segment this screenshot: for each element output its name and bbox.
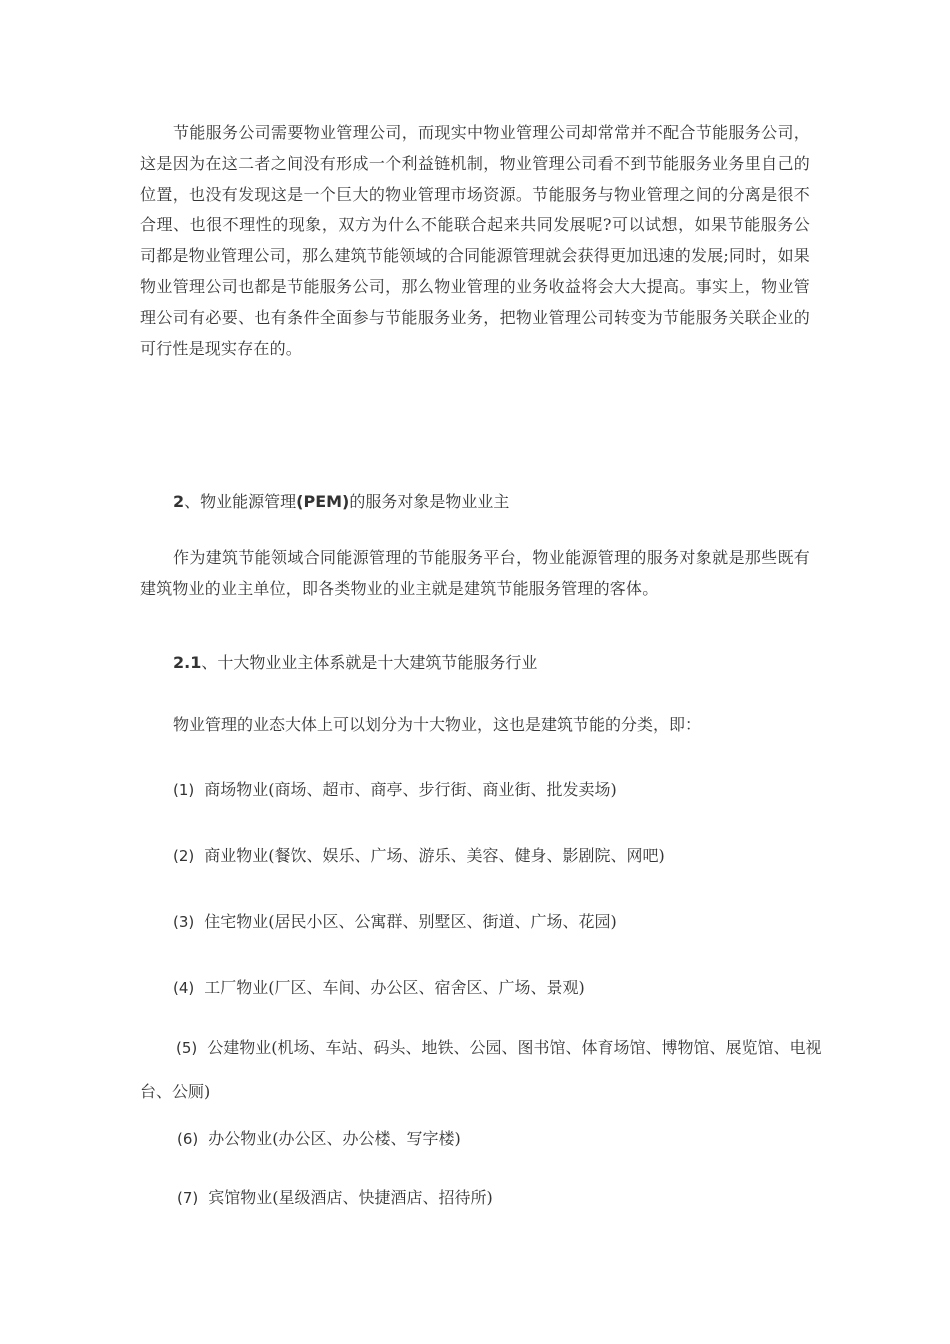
list-item-text: 工厂物业(厂区、车间、办公区、宿舍区、广场、景观) [204, 978, 585, 997]
list-item-number: (3) [173, 913, 195, 931]
list-item-number: (5) [176, 1039, 198, 1057]
list-item [177, 1128, 461, 1150]
paragraph-intro: 节能服务公司需要物业管理公司，而现实中物业管理公司却常常并不配合节能服务公司，这是因为在这二者之间没有形成一个利益链机制，物业管理公司看不到节能服务业务里自己的位置，也没有发现这是一个巨大的物业管理市场资源。节能服务与物业管理之间的分离是很不合理、也很不理性的现象，双方为什么不能联合起来共同发展呢?可以试想，如果节能服务公司都是物业管理公司，那么建筑节能领域的合同能源管理就会获得更加迅速的发展;同时，如果物业管理公司也都是节能服务公司，那么物业管理的业务收益将会大大提高。事实上，物业管理公司有必要、也有条件全面参与节能服务业务，把物业管理公司转变为节能服务关联企业的可行性是现实存在的。 [140, 123, 810, 358]
section-2-1-heading [173, 652, 537, 674]
list-item [140, 1026, 840, 1113]
list-item [173, 779, 617, 801]
list-item-number: (6) [177, 1130, 199, 1148]
section-2-title-pre: 、物业能源管理 [184, 492, 297, 511]
list-item-text: 商场物业(商场、超市、商亭、步行街、商业街、批发卖场) [204, 780, 617, 799]
section-2-title-post: 的服务对象是物业业主 [349, 492, 510, 511]
list-item [173, 845, 665, 867]
list-item-number: (7) [177, 1189, 199, 1207]
list-item-number: (4) [173, 979, 195, 997]
intro-line: 物业管理的业态大体上可以划分为十大物业，这也是建筑节能的分类，即： [173, 715, 702, 734]
list-item [173, 977, 585, 999]
section-2-1-number: 2.1 [173, 653, 202, 672]
list-item [173, 911, 617, 933]
paragraph-service-targets: 作为建筑节能领域合同能源管理的节能服务平台，物业能源管理的服务对象就是那些既有建筑物业的业主单位，即各类物业的业主就是建筑节能服务管理的客体。 [140, 548, 810, 598]
list-item-text: 住宅物业(居民小区、公寓群、别墅区、街道、广场、花园) [204, 912, 617, 931]
list-item-text: 商业物业(餐饮、娱乐、广场、游乐、美容、健身、影剧院、网吧) [204, 846, 665, 865]
list-item [177, 1187, 493, 1209]
list-item-number: (2) [173, 847, 195, 865]
list-item-text: 公建物业(机场、车站、码头、地铁、公园、图书馆、体育场馆、博物馆、展览馆、电视台、公厕) [140, 1038, 822, 1101]
list-item-text: 宾馆物业(星级酒店、快捷酒店、招待所) [208, 1188, 493, 1207]
list-item-text: 办公物业(办公区、办公楼、写字楼) [208, 1129, 461, 1148]
section-2-heading [173, 491, 509, 513]
section-2-number: 2 [173, 492, 185, 511]
section-2-1-title: 、十大物业业主体系就是十大建筑节能服务行业 [201, 653, 538, 672]
section-2-title-bold: (PEM) [296, 492, 350, 511]
list-item-number: (1) [173, 781, 195, 799]
